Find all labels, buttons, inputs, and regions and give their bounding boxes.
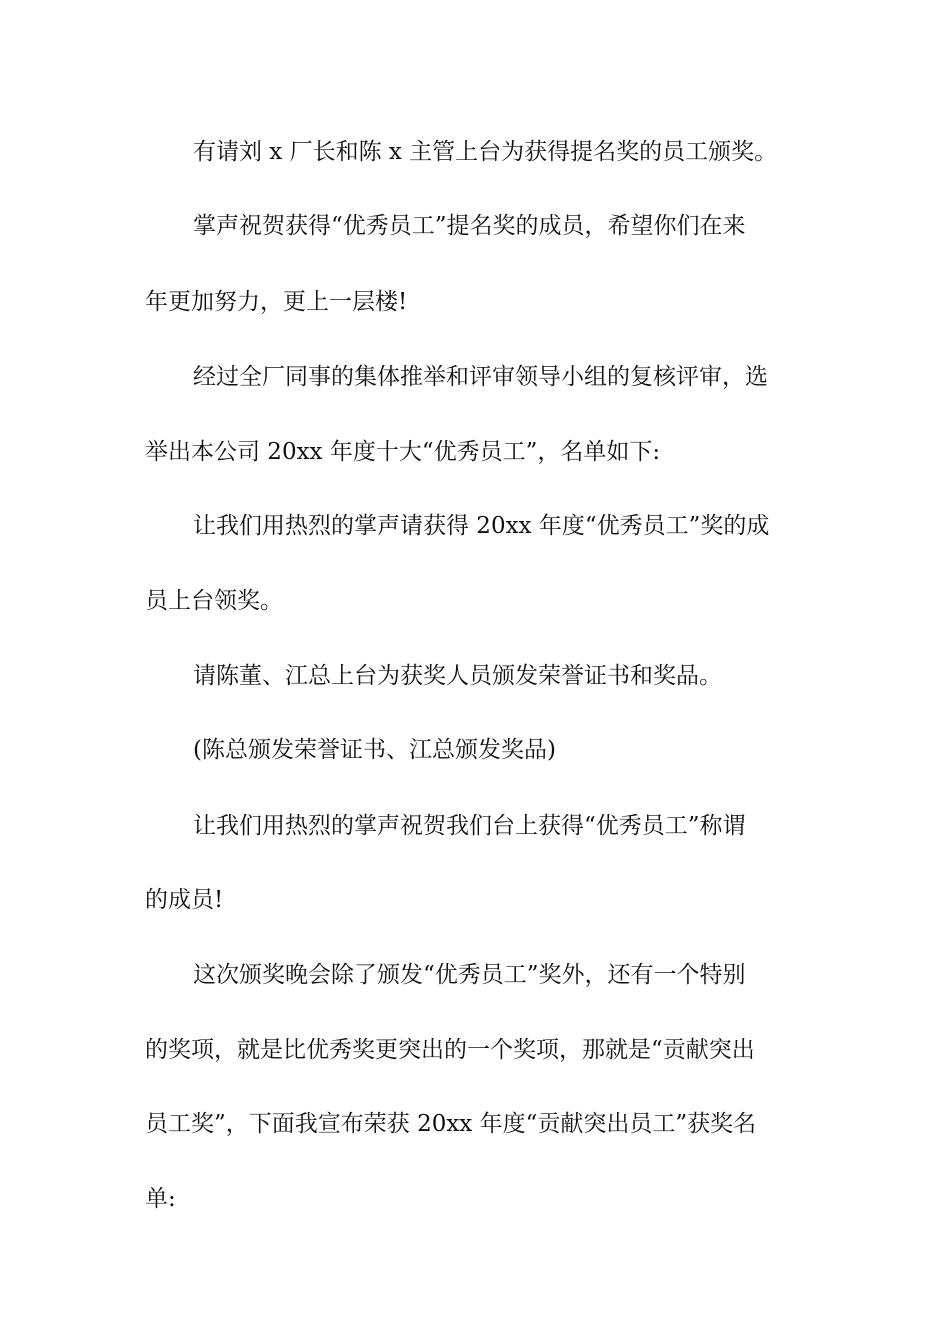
paragraph-7-line-1: 让我们用热烈的掌声祝贺我们台上获得“优秀员工”称谓 — [193, 813, 746, 839]
paragraph-1-line-1: 有请刘 x 厂长和陈 x 主管上台为获得提名奖的员工颁奖。 — [193, 139, 778, 165]
paragraph-4-line-2: 员上台领奖。 — [145, 588, 283, 614]
paragraph-8-line-1: 这次颁奖晚会除了颁发“优秀员工”奖外，还有一个特别 — [193, 962, 746, 988]
paragraph-8-line-2: 的奖项，就是比优秀奖更突出的一个奖项，那就是“贡献突出 — [145, 1037, 755, 1063]
paragraph-3-line-1: 经过全厂同事的集体推举和评审领导小组的复核评审，选 — [193, 364, 768, 390]
paragraph-6-line-1: (陈总颁发荣誉证书、江总颁发奖品) — [193, 737, 556, 763]
paragraph-2-line-1: 掌声祝贺获得“优秀员工”提名奖的成员，希望你们在来 — [193, 213, 746, 239]
paragraph-5-line-1: 请陈董、江总上台为获奖人员颁发荣誉证书和奖品。 — [193, 663, 722, 689]
paragraph-8-line-3: 员工奖”，下面我宣布荣获 20xx 年度“贡献突出员工”获奖名 — [145, 1111, 757, 1137]
paragraph-2-line-2: 年更加努力，更上一层楼! — [145, 289, 408, 315]
paragraph-8-line-4: 单: — [145, 1186, 176, 1212]
paragraph-3-line-2: 举出本公司 20xx 年度十大“优秀员工”，名单如下: — [145, 439, 661, 465]
paragraph-4-line-1: 让我们用热烈的掌声请获得 20xx 年度“优秀员工”奖的成 — [193, 513, 770, 539]
paragraph-7-line-2: 的成员! — [145, 887, 224, 913]
